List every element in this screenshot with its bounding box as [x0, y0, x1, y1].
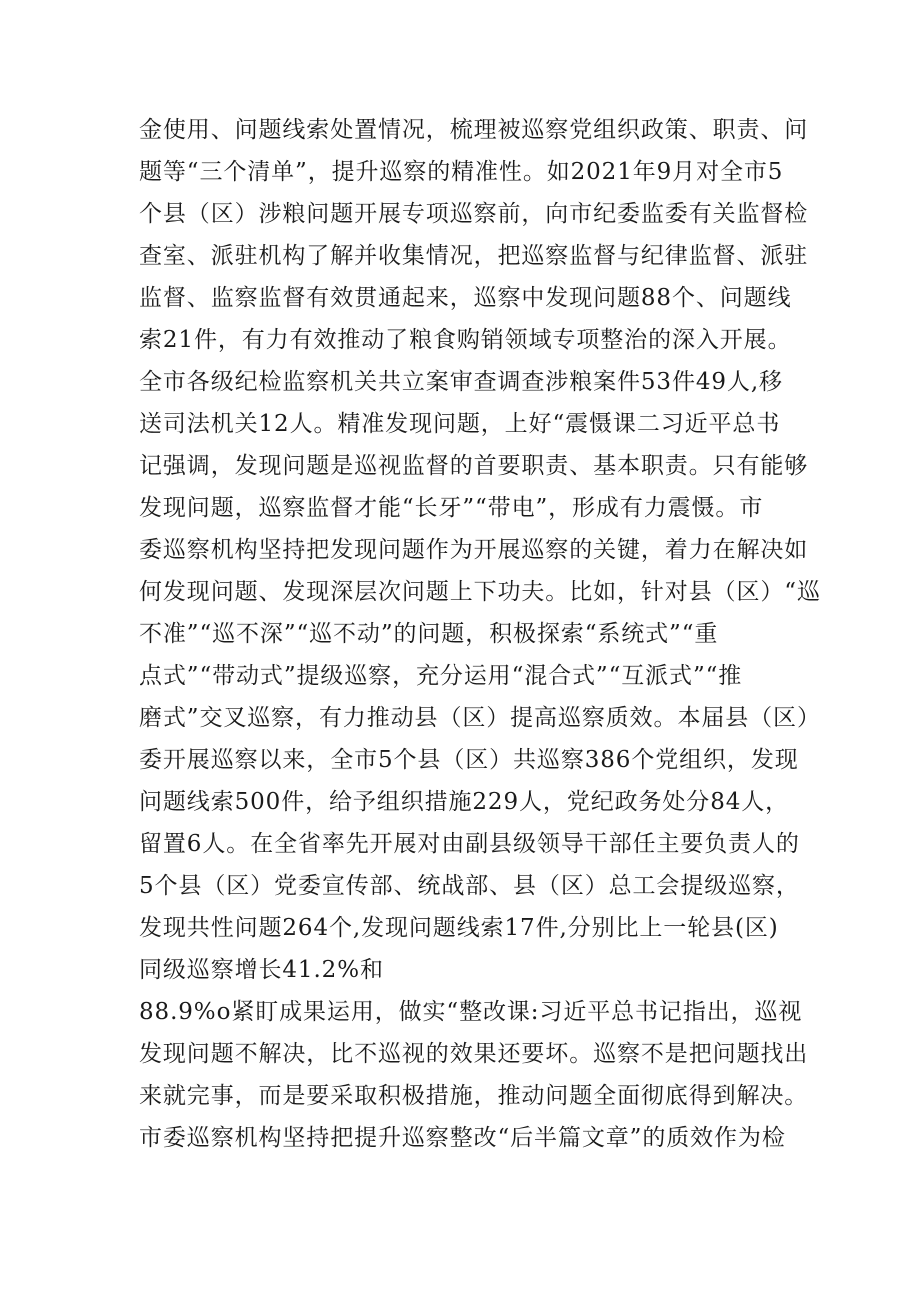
text-line: 留置6人。在全省率先开展对由副县级领导干部任主要负责人的 — [139, 831, 800, 857]
text-line: 发现问题不解决，比不巡视的效果还要坏。巡察不是把问题找出 — [139, 1041, 809, 1067]
text-line: 磨式”交叉巡察，有力推动县（区）提高巡察质效。本届县（区） — [139, 705, 821, 731]
text-line: 索21件，有力有效推动了粮食购销领域专项整治的深入开展。 — [139, 327, 792, 353]
text-line: 送司法机关12人。精准发现问题，上好“震慑课二习近平总书 — [139, 411, 781, 437]
text-line: 发现问题，巡察监督才能“长牙”“带电”，形成有力震慑。市 — [139, 495, 764, 521]
text-line: 5个县（区）党委宣传部、统战部、县（区）总工会提级巡察， — [139, 873, 800, 899]
text-line: 题等“三个清单”，提升巡察的精准性。如2021年9月对全市5 — [139, 159, 784, 185]
text-line: 来就完事，而是要采取积极措施，推动问题全面彻底得到解决。 — [139, 1083, 809, 1109]
text-line: 问题线索500件，给予组织措施229人，党纪政务处分84人， — [139, 789, 790, 815]
text-line: 88.9%o紧盯成果运用，做实“整改课:习近平总书记指出，巡视 — [139, 999, 803, 1025]
text-line: 点式”“带动式”提级巡察，充分运用“混合式”“互派式”“推 — [139, 663, 743, 689]
text-line: 同级巡察增长41.2%和 — [139, 957, 384, 983]
text-line: 市委巡察机构坚持把提升巡察整改“后半篇文章”的质效作为检 — [139, 1125, 786, 1151]
text-line: 监督、监察监督有效贯通起来，巡察中发现问题88个、问题线 — [139, 285, 792, 311]
text-line: 记强调，发现问题是巡视监督的首要职责、基本职责。只有能够 — [139, 453, 809, 479]
text-line: 查室、派驻机构了解并收集情况，把巡察监督与纪律监督、派驻 — [139, 243, 809, 269]
text-line: 全市各级纪检监察机关共立案审查调查涉粮案件53件49人,移 — [139, 369, 783, 395]
text-line: 委巡察机构坚持把发现问题作为开展巡察的关键，着力在解决如 — [139, 537, 809, 563]
text-line: 委开展巡察以来，全市5个县（区）共巡察386个党组织，发现 — [139, 747, 799, 773]
body-text — [139, 109, 821, 1159]
text-line: 金使用、问题线索处置情况，梳理被巡察党组织政策、职责、问 — [139, 117, 809, 143]
text-line: 发现共性问题264个,发现问题线索17件,分别比上一轮县(区) — [139, 915, 779, 941]
text-line: 何发现问题、发现深层次问题上下功夫。比如，针对县（区）“巡 — [139, 579, 821, 605]
text-line: 不准”“巡不深”“巡不动”的问题，积极探索“系统式”“重 — [139, 621, 719, 647]
text-line: 个县（区）涉粮问题开展专项巡察前，向市纪委监委有关监督检 — [139, 201, 809, 227]
